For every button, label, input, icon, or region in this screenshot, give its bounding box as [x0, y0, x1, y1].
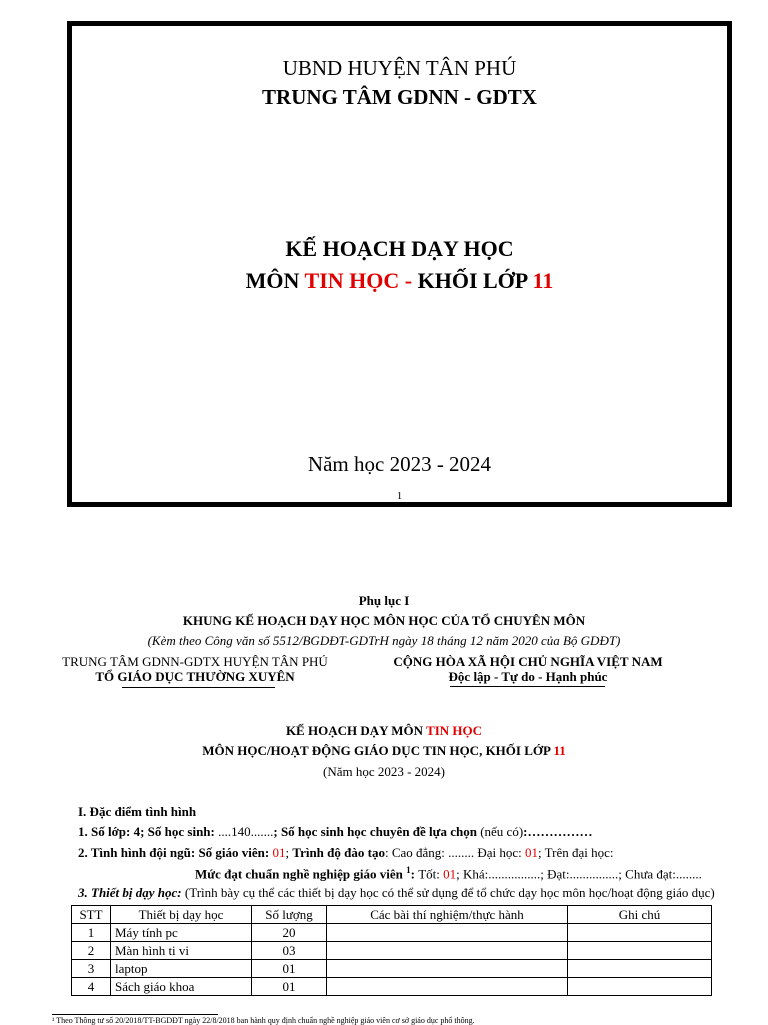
plan-subtitle — [0, 743, 768, 759]
footnote-ref: 1 — [406, 865, 411, 875]
equipment-table — [71, 905, 712, 996]
elective-value: :…………… — [523, 824, 593, 839]
plan-subject: TIN HỌC — [426, 723, 483, 738]
table-row — [72, 978, 712, 996]
cell-quantity: 01 — [252, 960, 327, 978]
appendix-label: Phụ lục I — [358, 593, 410, 608]
cell-equipment: Sách giáo khoa — [111, 978, 252, 996]
teacher-count: 01 — [269, 845, 286, 860]
header-notes: Ghi chú — [568, 906, 712, 924]
page-number: 1 — [396, 490, 403, 502]
plan-grade: 11 — [553, 743, 566, 758]
class-count-label: 1. Số lớp: 4; Số học sinh: — [78, 824, 215, 839]
header-stt: STT — [72, 906, 111, 924]
good-label: Tốt: — [418, 866, 444, 882]
cover-org: UBND HUYỆN TÂN PHÚ — [282, 56, 517, 80]
header-experiments: Các bài thí nghiệm/thực hành — [327, 906, 568, 924]
cell-experiments — [327, 942, 568, 960]
cell-equipment: Máy tính pc — [111, 924, 252, 942]
standard-colon: : — [410, 866, 419, 882]
cell-experiments — [327, 978, 568, 996]
right-header-rule — [450, 686, 605, 687]
cover-grade-prefix: KHỐI LỚP — [412, 268, 533, 293]
cover-subject: TIN HỌC - — [304, 268, 413, 293]
standard-label: Mức đạt chuẩn nghề nghiệp giáo viên — [195, 866, 407, 882]
cover-title: KẾ HOẠCH DẠY HỌC — [285, 236, 514, 261]
class-info-line — [78, 824, 593, 840]
footnote-rule — [52, 1014, 218, 1015]
teacher-count-label: 2. Tình hình đội ngũ: Số giáo viên: — [78, 845, 270, 860]
cell-stt: 2 — [72, 942, 111, 960]
header-equipment: Thiết bị dạy học — [111, 906, 252, 924]
university-count: 01 — [525, 845, 539, 860]
cell-notes — [568, 924, 712, 942]
cell-experiments — [327, 960, 568, 978]
table-row — [72, 942, 712, 960]
cover-page — [67, 21, 732, 507]
cover-grade: 11 — [532, 268, 554, 293]
department-name: TỔ GIÁO DỤC THƯỜNG XUYÊN — [95, 669, 295, 684]
cell-equipment: laptop — [111, 960, 252, 978]
elective-label: ; Số học sinh học chuyên đề lựa chọn — [273, 824, 477, 839]
table-header-row — [72, 906, 712, 924]
cell-quantity: 01 — [252, 978, 327, 996]
cell-notes — [568, 978, 712, 996]
good-count: 01 — [443, 866, 457, 882]
school-name: TRUNG TÂM GDNN-GDTX HUYỆN TÂN PHÚ — [62, 654, 328, 669]
qualification-label: Trình độ đào tạo — [292, 845, 385, 860]
cell-notes — [568, 960, 712, 978]
table-row — [72, 960, 712, 978]
postgraduate-label: ; Trên đại học: — [538, 845, 614, 860]
cover-year: Năm học 2023 - 2024 — [307, 452, 492, 476]
country-name: CỘNG HÒA XÃ HỘI CHỦ NGHĨA VIỆT NAM — [393, 654, 663, 669]
standard-info-line — [195, 865, 702, 882]
student-count: ....140....... — [214, 824, 274, 839]
section-heading: I. Đặc điểm tình hình — [78, 804, 197, 819]
equipment-label: 3. Thiết bị dạy học: — [78, 885, 182, 900]
motto: Độc lập - Tự do - Hạnh phúc — [448, 669, 608, 684]
cell-equipment: Màn hình ti vi — [111, 942, 252, 960]
cell-stt: 4 — [72, 978, 111, 996]
equipment-note: (Trình bày cụ thể các thiết bị dạy học có thể sử dụng để tổ chức dạy học môn học/hoạt động giáo dục) — [181, 885, 715, 900]
left-header-rule — [122, 687, 275, 688]
cell-stt: 1 — [72, 924, 111, 942]
other-levels: ; Khá:................; Đạt:...............; Chưa đạt:........ — [456, 866, 702, 882]
equipment-line — [78, 885, 715, 901]
plan-title — [0, 723, 768, 739]
plan-title-prefix: KẾ HOẠCH DẠY MÔN — [285, 723, 427, 738]
table-row — [72, 924, 712, 942]
plan-year: (Năm học 2023 - 2024) — [322, 764, 446, 779]
cover-center: TRUNG TÂM GDNN - GDTX — [262, 85, 537, 109]
separator: ; — [285, 845, 293, 860]
footnote: ¹ Theo Thông tư số 20/2018/TT-BGDĐT ngày 22/8/2018 ban hành quy định chuẩn nghề nghiệp giáo viên cơ sở giáo dục phổ thông. — [52, 1016, 475, 1025]
header-quantity: Số lượng — [252, 906, 327, 924]
cell-quantity: 03 — [252, 942, 327, 960]
appendix-title: KHUNG KẾ HOẠCH DẠY HỌC MÔN HỌC CỦA TỔ CHUYÊN MÔN — [182, 613, 586, 628]
appendix-note: (Kèm theo Công văn số 5512/BGDĐT-GDTrH ngày 18 tháng 12 năm 2020 của Bộ GDĐT) — [147, 633, 621, 648]
elective-note: (nếu có) — [476, 824, 524, 839]
cell-quantity: 20 — [252, 924, 327, 942]
cell-stt: 3 — [72, 960, 111, 978]
cover-subject-prefix: MÔN — [245, 268, 305, 293]
qualification-detail: : Cao đẳng: ........ Đại học: — [384, 845, 526, 860]
staff-info-line — [78, 845, 614, 861]
cell-notes — [568, 942, 712, 960]
cover-subject-line — [72, 268, 727, 294]
cell-experiments — [327, 924, 568, 942]
plan-subtitle-prefix: MÔN HỌC/HOẠT ĐỘNG GIÁO DỤC TIN HỌC, KHỐI LỚP — [202, 743, 554, 758]
